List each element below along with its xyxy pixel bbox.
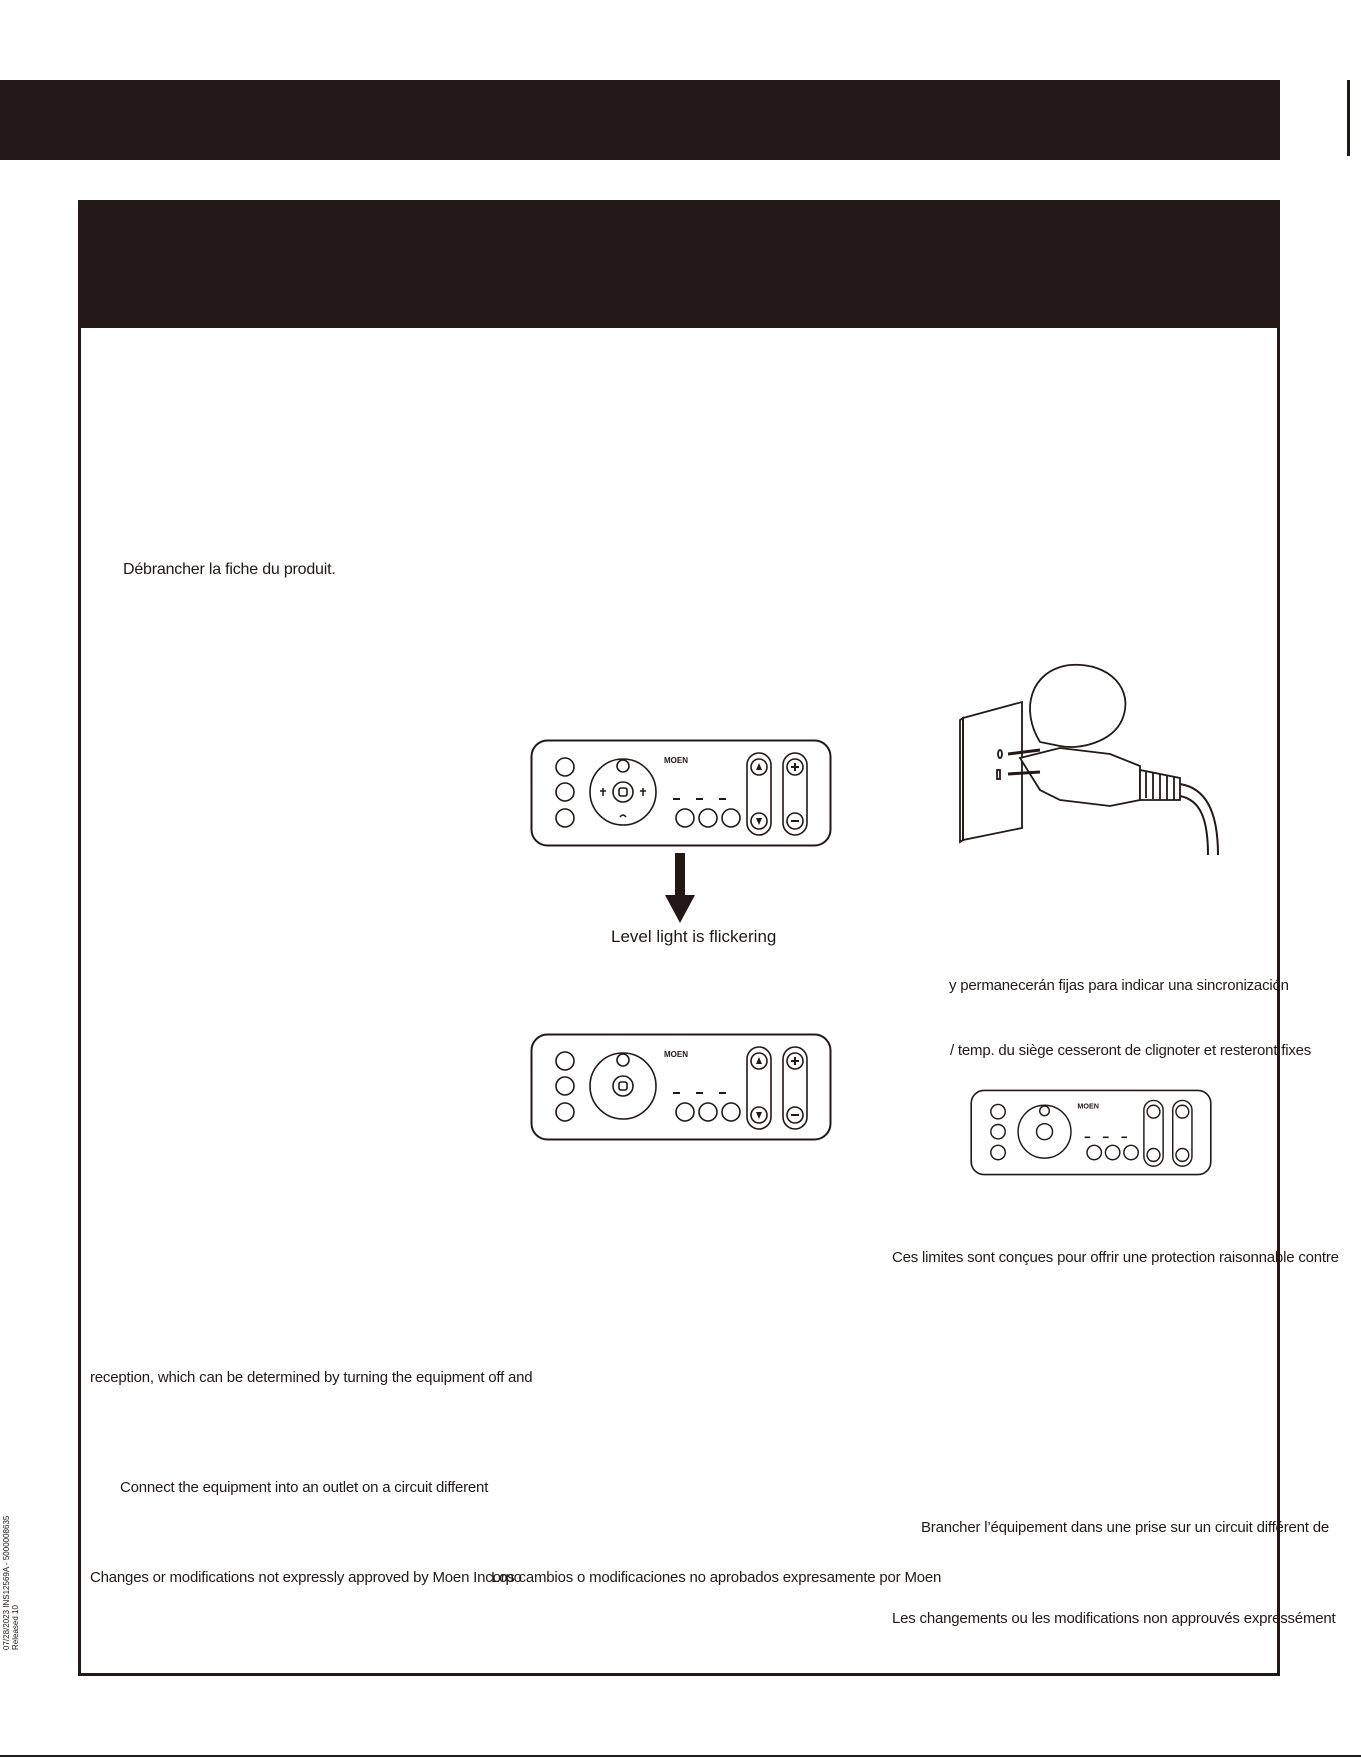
level-light-caption: Level light is flickering xyxy=(611,927,777,946)
down-arrow-icon xyxy=(664,853,696,925)
frame-header-band xyxy=(81,203,1277,328)
remote-brand-label: MOEN xyxy=(664,756,688,765)
power-plug-illustration xyxy=(950,650,1230,860)
speech-bubble xyxy=(1030,665,1125,747)
plug-body xyxy=(1020,748,1140,806)
es-sync-text: y permanecerán fijas para indicar una sincronización xyxy=(949,977,1289,994)
es-changes-text: Los cambios o modificaciones no aprobados expresamente por Moen xyxy=(491,1569,942,1586)
wall-outlet-plate xyxy=(963,702,1022,840)
fr-connect-text: Brancher l’équipement dans une prise sur un circuit différent de xyxy=(921,1519,1329,1536)
fr-changes-text: Les changements ou les modifications non approuvés expressément xyxy=(892,1610,1336,1627)
remote-control-diagram-1 xyxy=(530,739,832,847)
remote-control-diagram-3 xyxy=(970,1089,1212,1176)
fr-unplug-text: Débrancher la fiche du produit. xyxy=(123,561,336,578)
fr-sync-text: / temp. du siège cesseront de clignoter et resteront fixes xyxy=(950,1042,1312,1059)
page-edge-mark xyxy=(1347,80,1350,156)
remote-brand-label: MOEN xyxy=(664,1050,688,1059)
document-code-line1: 07/28/2023 INS12569A - 5000008635 xyxy=(2,1515,11,1650)
en-changes-text: Changes or modifications not expressly approved by Moen Incorpo xyxy=(90,1569,522,1586)
remote-control-diagram-2 xyxy=(530,1033,832,1141)
en-connect-text: Connect the equipment into an outlet on a circuit different xyxy=(120,1479,489,1496)
document-code xyxy=(2,1516,20,1650)
document-code-line2: Released 10 xyxy=(11,1605,20,1650)
remote-brand-label: MOEN xyxy=(1077,1101,1100,1111)
bottom-rule xyxy=(0,1755,1361,1757)
fr-limits-text: Ces limites sont conçues pour offrir une protection raisonnable contre xyxy=(892,1249,1339,1266)
top-header-band xyxy=(0,80,1280,160)
en-reception-text: reception, which can be determined by turning the equipment off and xyxy=(90,1369,533,1386)
